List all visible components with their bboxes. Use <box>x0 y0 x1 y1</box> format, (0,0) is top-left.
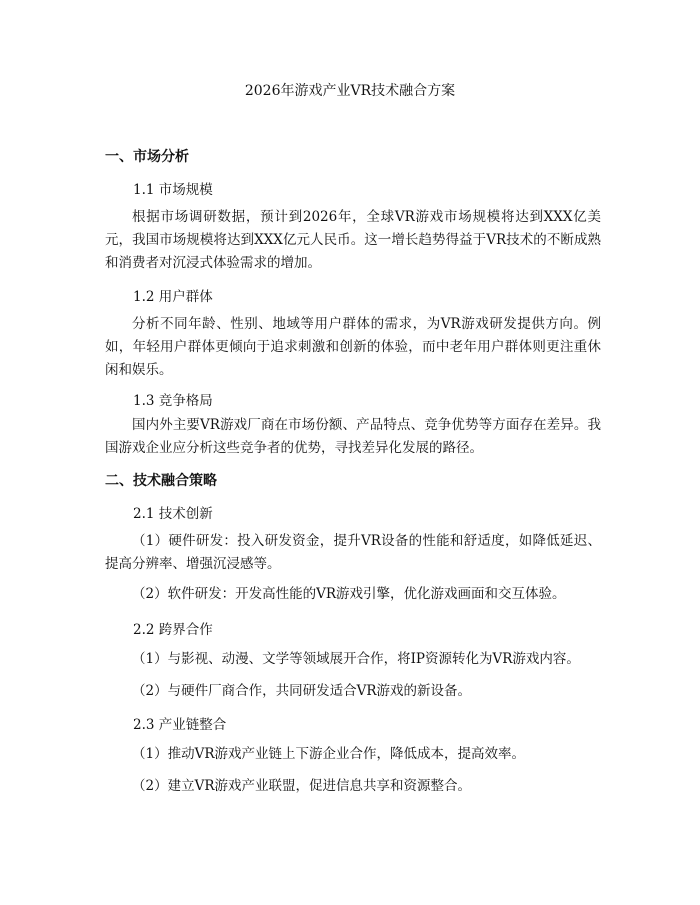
subsection-heading-tech-innovation: 2.1 技术创新 <box>133 506 213 522</box>
list-item-industry-alliance: （2）建立VR游戏产业联盟，促进信息共享和资源整合。 <box>132 778 472 794</box>
list-item-ip-cooperation: （1）与影视、动漫、文学等领域展开合作，将IP资源转化为VR游戏内容。 <box>132 651 580 667</box>
subsection-heading-cross-cooperation: 2.2 跨界合作 <box>133 622 213 638</box>
paragraph-market-size: 根据市场调研数据，预计到2026年，全球VR游戏市场规模将达到XXX亿美元，我国市场规模将达到XXX亿元人民币。这一增长趋势得益于VR技术的不断成熟和消费者对沉浸式体验需求的增加。 <box>105 209 601 271</box>
list-item-software: （2）软件研发：开发高性能的VR游戏引擎，优化游戏画面和交互体验。 <box>132 586 566 602</box>
paragraph-user-groups: 分析不同年龄、性别、地域等用户群体的需求，为VR游戏研发提供方向。例如，年轻用户群体更倾向于追求刺激和创新的体验，而中老年用户群体则更注重休闲和娱乐。 <box>105 316 601 378</box>
paragraph-competition: 国内外主要VR游戏厂商在市场份额、产品特点、竞争优势等方面存在差异。我国游戏企业应分析这些竞争者的优势，寻找差异化发展的路径。 <box>105 417 601 456</box>
section-heading-market-analysis: 一、市场分析 <box>105 149 189 165</box>
list-item-hardware-cooperation: （2）与硬件厂商合作，共同研发适合VR游戏的新设备。 <box>132 683 472 699</box>
subsection-heading-user-groups: 1.2 用户群体 <box>133 289 213 305</box>
subsection-heading-competition: 1.3 竞争格局 <box>133 393 213 409</box>
section-heading-tech-strategy: 二、技术融合策略 <box>105 473 217 489</box>
subsection-heading-industry-chain: 2.3 产业链整合 <box>133 717 227 733</box>
list-item-chain-cooperation: （1）推动VR游戏产业链上下游企业合作，降低成本，提高效率。 <box>132 746 526 762</box>
list-item-hardware: （1）硬件研发：投入研发资金，提升VR设备的性能和舒适度，如降低延迟、提高分辨率、增强沉浸感等。 <box>105 533 601 572</box>
subsection-heading-market-size: 1.1 市场规模 <box>133 182 213 198</box>
document-title: 2026年游戏产业VR技术融合方案 <box>244 83 456 99</box>
